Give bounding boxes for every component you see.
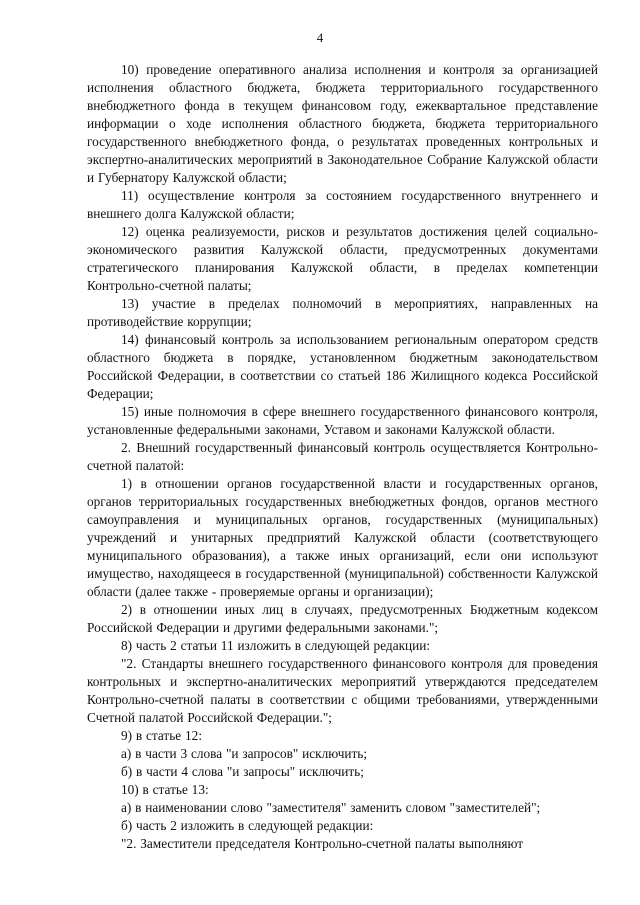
paragraph-section-2: 2. Внешний государственный финансовый контроль осуществляется Контрольно-счетной палатой: [87,440,598,473]
paragraph-amendment-9b: б) в части 4 слова "и запросы" исключить; [121,764,364,779]
paragraph-item-15: 15) иные полномочия в сфере внешнего государственного финансового контроля, установленные федеральными законами, Уставом и законами Калужской области. [87,404,598,437]
paragraph-item-10: 10) проведение оперативного анализа исполнения и контроля за организацией исполнения областного бюджета, бюджета территориального государственного внебюджетного фонда в текущем финансовом году, ежеквартальное представление информации о ходе исполнения областного бюджета, бюджета территориального государственного внебюджетного фонда, о результатах проведенных контрольных и экспертно-аналитических мероприятий в Законодательное Собрание Калужской области и Губернатору Калужской области; [87,62,598,185]
paragraph-item-12: 12) оценка реализуемости, рисков и результатов достижения целей социально-экономического развития Калужской области, предусмотренных документами стратегического планирования Калужской области, в пределах компетенции Контрольно-счетной палаты; [87,224,598,293]
paragraph-amendment-10a: а) в наименовании слово "заместителя" заменить словом "заместителей"; [121,800,541,815]
paragraph-subitem-1: 1) в отношении органов государственной власти и государственных органов, органов территориальных государственных внебюджетных фондов, органов местного самоуправления и муниципальных органов, государственных (муниципальных) учреждений и унитарных предприятий Калужской области (соответствующего муниципального образования), а также иных организаций, если они используют имущество, находящееся в государственной (муниципальной) собственности Калужской области (далее также - проверяемые органы и организации); [87,476,598,599]
paragraph-item-13: 13) участие в пределах полномочий в мероприятиях, направленных на противодействие коррупции; [87,296,598,329]
paragraph-item-11: 11) осуществление контроля за состоянием государственного внутреннего и внешнего долга Калужской области; [87,188,598,221]
paragraph-amendment-9: 9) в статье 12: [121,728,203,743]
paragraph-amendment-9a: а) в части 3 слова "и запросов" исключить; [121,746,368,761]
document-body [87,61,598,853]
paragraph-amendment-8: 8) часть 2 статьи 11 изложить в следующей редакции: [121,638,431,653]
paragraph-amendment-10b: б) часть 2 изложить в следующей редакции: [121,818,374,833]
paragraph-amendment-10: 10) в статье 13: [121,782,209,797]
paragraph-deputies-text: "2. Заместители председателя Контрольно-счетной палаты выполняют [121,836,524,851]
paragraph-item-14: 14) финансовый контроль за использованием региональным оператором средств областного бюджета в порядке, установленном бюджетным законодательством Российской Федерации, в соответствии со статьей 186 Жилищного кодекса Российской Федерации; [87,332,598,401]
paragraph-subitem-2: 2) в отношении иных лиц в случаях, предусмотренных Бюджетным кодексом Российской Федерации и другими федеральными законами."; [87,602,598,635]
paragraph-standards-text: "2. Стандарты внешнего государственного финансового контроля для проведения контрольных и экспертно-аналитических мероприятий утверждаются председателем Контрольно-счетной палаты в соответствии с общими требованиями, утвержденными Счетной палатой Российской Федерации."; [87,656,598,725]
page-number: 4 [316,30,324,45]
